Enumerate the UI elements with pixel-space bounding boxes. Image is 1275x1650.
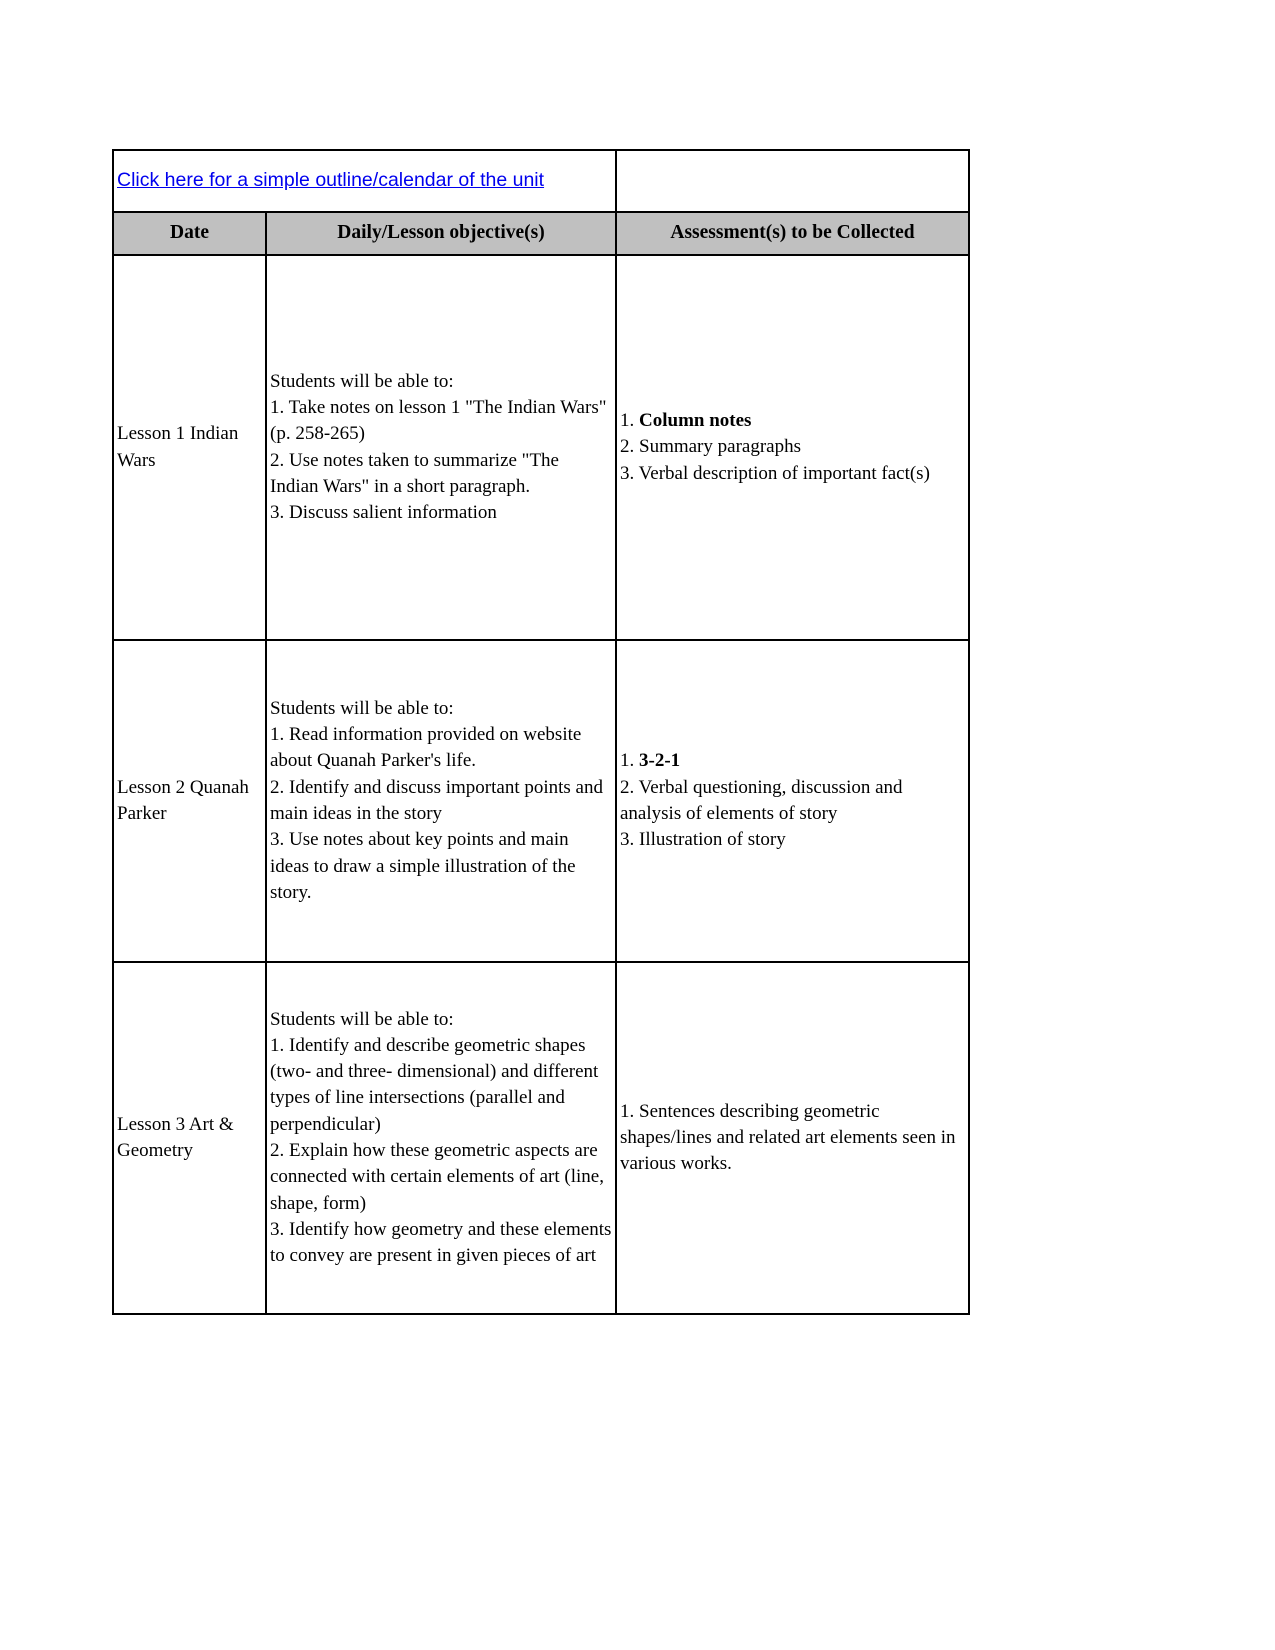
objective-intro: Students will be able to: (270, 1008, 454, 1030)
assessment-header: Assessment(s) to be Collected (616, 212, 969, 255)
assessment-text: Verbal questioning, discussion and analysis of elements of story (620, 776, 903, 824)
objective-intro: Students will be able to: (270, 697, 454, 719)
assessment-number: 2. (620, 436, 639, 458)
assessment-item (620, 748, 965, 774)
objective-item: 1. Take notes on lesson 1 "The Indian Wars" (p. 258-265) (270, 396, 607, 445)
assessment-text: 3-2-1 (639, 750, 681, 772)
assessment-number: 1. (620, 410, 639, 432)
assessment-number: 3. (620, 829, 639, 851)
objective-item: 2. Use notes taken to summarize "The Indian Wars" in a short paragraph. (270, 449, 559, 497)
assessment-cell (616, 255, 969, 640)
assessment-number: 1. (620, 1100, 639, 1122)
objective-item: 3. Use notes about key points and main ideas to draw a simple illustration of the story. (270, 829, 576, 903)
date-header: Date (113, 212, 266, 255)
assessment-cell (616, 640, 969, 962)
unit-outline-link[interactable]: Click here for a simple outline/calendar of the unit (117, 169, 545, 192)
assessment-item (620, 775, 965, 828)
assessment-item (620, 408, 965, 434)
table-row (113, 640, 969, 962)
link-row (113, 150, 969, 212)
objective-item: 2. Explain how these geometric aspects are connected with certain elements of art (line, shape, form) (270, 1140, 604, 1214)
assessment-text: Sentences describing geometric shapes/lines and related art elements seen in various works. (620, 1100, 956, 1175)
assessment-item (620, 827, 965, 853)
date-cell: Lesson 2 Quanah Parker (113, 640, 266, 962)
date-cell: Lesson 1 Indian Wars (113, 255, 266, 640)
assessment-cell (616, 962, 969, 1314)
assessment-text: Illustration of story (639, 829, 786, 851)
objective-item: 3. Identify how geometry and these elements to convey are present in given pieces of art (270, 1218, 612, 1267)
objective-item: 2. Identify and discuss important points and main ideas in the story (270, 776, 603, 824)
assessment-number: 1. (620, 750, 639, 772)
objective-item: 1. Identify and describe geometric shapes (two- and three- dimensional) and different types of line intersections (parallel and perpendicular) (270, 1034, 599, 1135)
empty-cell (616, 150, 969, 212)
objective-cell (266, 255, 616, 640)
assessment-item (620, 434, 965, 460)
table-row (113, 962, 969, 1314)
assessment-text: Verbal description of important fact(s) (638, 462, 930, 484)
objective-cell (266, 962, 616, 1314)
objective-item: 1. Read information provided on website about Quanah Parker's life. (270, 724, 582, 772)
assessment-item (620, 1099, 965, 1178)
table-row (113, 255, 969, 640)
link-cell (113, 150, 616, 212)
table-header-row (113, 212, 969, 255)
date-cell: Lesson 3 Art & Geometry (113, 962, 266, 1314)
objective-cell (266, 640, 616, 962)
assessment-number: 3. (620, 462, 639, 484)
assessment-text: Summary paragraphs (639, 436, 801, 458)
objective-header: Daily/Lesson objective(s) (266, 212, 616, 255)
lesson-plan-table (112, 149, 970, 1315)
objective-intro: Students will be able to: (270, 370, 454, 392)
assessment-number: 2. (620, 776, 639, 798)
objective-item: 3. Discuss salient information (270, 502, 497, 524)
assessment-text: Column notes (639, 410, 752, 432)
assessment-item (620, 461, 965, 487)
